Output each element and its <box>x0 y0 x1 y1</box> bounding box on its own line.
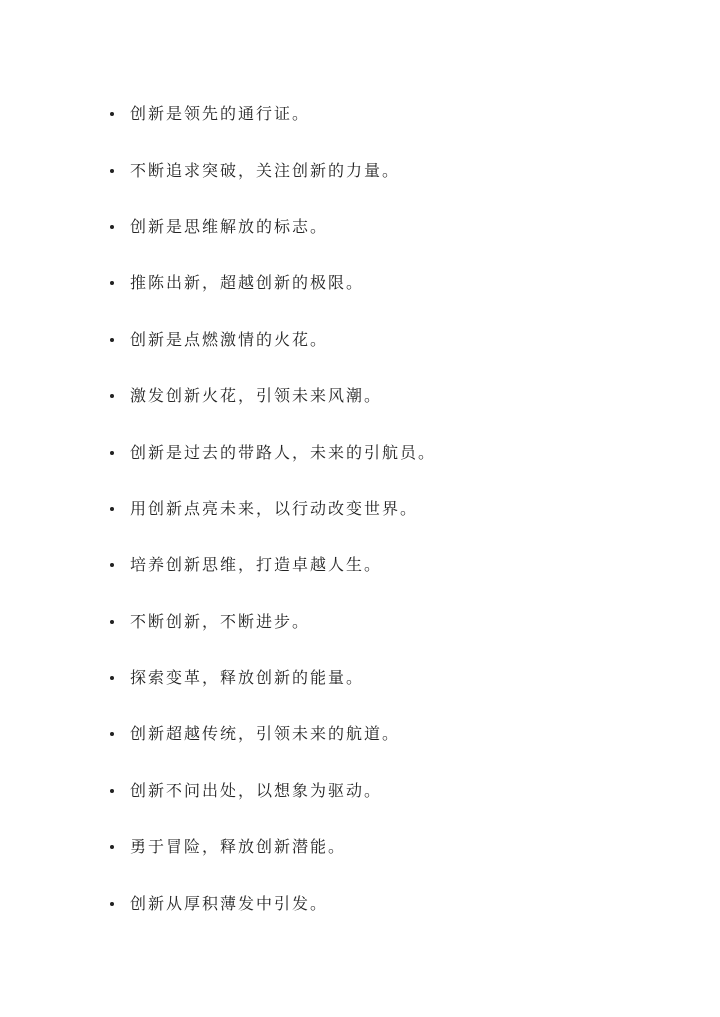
list-item <box>110 199 670 255</box>
list-item <box>110 368 670 424</box>
list-item <box>110 594 670 650</box>
list-item-text: 用创新点亮未来，以行动改变世界。 <box>130 498 419 518</box>
list-item <box>110 706 670 762</box>
list-item <box>110 312 670 368</box>
list-item-text: 探索变革，释放创新的能量。 <box>130 668 365 688</box>
list-item-text: 不断创新，不断进步。 <box>130 611 311 631</box>
list-item <box>110 819 670 875</box>
list-item-text: 创新是点燃激情的火花。 <box>130 329 329 349</box>
bullet-icon <box>110 169 114 173</box>
bullet-icon <box>110 789 114 793</box>
bullet-icon <box>110 281 114 285</box>
list-item-text: 培养创新思维，打造卓越人生。 <box>130 555 383 575</box>
bullet-icon <box>110 338 114 342</box>
bullet-icon <box>110 563 114 567</box>
bullet-icon <box>110 451 114 455</box>
list-item-text: 激发创新火花，引领未来风潮。 <box>130 386 383 406</box>
bullet-icon <box>110 620 114 624</box>
list-item <box>110 255 670 311</box>
list-item-text: 推陈出新，超越创新的极限。 <box>130 273 365 293</box>
bullet-icon <box>110 112 114 116</box>
list-item-text: 不断追求突破，关注创新的力量。 <box>130 160 401 180</box>
list-item <box>110 424 670 480</box>
bullet-icon <box>110 845 114 849</box>
list-item-text: 创新超越传统，引领未来的航道。 <box>130 724 401 744</box>
bullet-icon <box>110 225 114 229</box>
list-item-text: 创新从厚积薄发中引发。 <box>130 893 329 913</box>
list-item-text: 创新是过去的带路人，未来的引航员。 <box>130 442 437 462</box>
list-item <box>110 481 670 537</box>
list-item-text: 创新是领先的通行证。 <box>130 104 311 124</box>
bullet-icon <box>110 732 114 736</box>
bullet-list <box>110 86 670 932</box>
list-item-text: 创新不问出处，以想象为驱动。 <box>130 780 383 800</box>
list-item <box>110 763 670 819</box>
list-item <box>110 650 670 706</box>
list-item <box>110 875 670 931</box>
bullet-icon <box>110 394 114 398</box>
bullet-icon <box>110 507 114 511</box>
bullet-icon <box>110 676 114 680</box>
list-item <box>110 86 670 142</box>
bullet-icon <box>110 902 114 906</box>
list-item <box>110 142 670 198</box>
list-item-text: 创新是思维解放的标志。 <box>130 216 329 236</box>
list-item <box>110 537 670 593</box>
list-item-text: 勇于冒险，释放创新潜能。 <box>130 837 347 857</box>
